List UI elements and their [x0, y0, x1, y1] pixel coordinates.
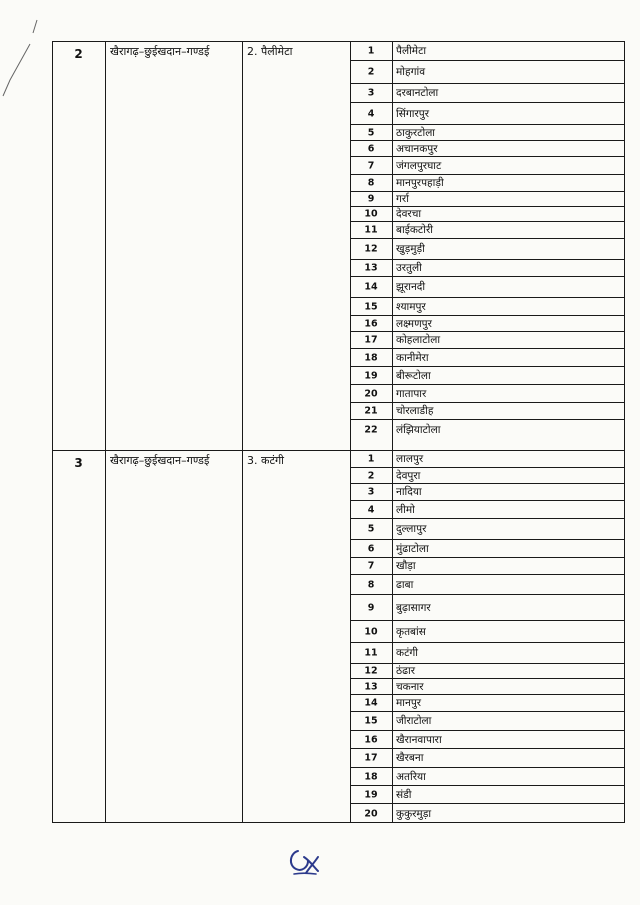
village-name: बुढ़ासागर [396, 601, 431, 614]
village-name: कृतबांस [396, 625, 426, 638]
village-number: 10 [364, 626, 378, 637]
village-row [350, 679, 625, 695]
village-number: 19 [364, 370, 378, 381]
table-group-row [52, 41, 625, 450]
village-number: 4 [367, 108, 375, 119]
village-number: 1 [367, 45, 375, 56]
village-number: 13 [364, 681, 378, 692]
village-name: श्यामपुर [396, 300, 426, 313]
village-number: 18 [364, 352, 378, 363]
village-number: 14 [364, 697, 378, 709]
village-name: अचानकपुर [396, 142, 438, 155]
village-row [350, 403, 625, 420]
village-row [350, 804, 625, 823]
village-table [52, 41, 625, 823]
village-row [350, 786, 625, 804]
village-name: खैरानवापारा [396, 733, 442, 746]
village-number: 2 [367, 66, 375, 78]
group-panchayat: 2. पैलीमेटा [247, 45, 293, 58]
village-name: चोरलाडीह [396, 405, 434, 417]
village-name: देवरचा [396, 208, 422, 220]
village-number: 16 [364, 318, 378, 329]
village-name: ठाकुरटोला [396, 126, 436, 139]
village-number: 11 [364, 647, 378, 659]
village-name: गर्रा [396, 193, 409, 205]
village-name: कानीमेरा [396, 351, 429, 364]
village-name: कटंगी [396, 647, 418, 659]
village-name: लीमो [396, 503, 415, 516]
village-name: खैरबना [396, 752, 424, 764]
village-number: 1 [367, 453, 375, 464]
village-row [350, 484, 625, 501]
village-number: 9 [367, 602, 375, 613]
village-row [350, 420, 625, 439]
village-row [350, 768, 625, 786]
group-area: खैरागढ़–छुईखदान–गण्डई [110, 454, 210, 467]
village-number: 12 [364, 243, 378, 255]
village-name: अतरिया [396, 770, 426, 783]
table-group-row [52, 450, 625, 821]
village-row [350, 450, 625, 468]
village-row [350, 84, 625, 103]
village-row [350, 239, 625, 260]
village-row [350, 540, 625, 558]
village-row [350, 222, 625, 239]
village-name: गातापार [396, 387, 427, 400]
village-row [350, 695, 625, 712]
village-row [350, 141, 625, 157]
village-name: ढाबा [396, 578, 414, 591]
village-row [350, 664, 625, 679]
village-number: 4 [367, 504, 375, 515]
village-row [350, 125, 625, 141]
village-name: लालपुर [396, 452, 424, 465]
village-number: 22 [364, 424, 378, 435]
village-name: झूरानदी [396, 281, 426, 293]
village-number: 20 [364, 808, 378, 819]
village-name: ठंढार [396, 665, 416, 677]
village-row [350, 260, 625, 277]
village-name: मुंढाटोला [396, 542, 429, 555]
village-name: चकनार [396, 680, 424, 693]
village-name: खुड़मुड़ी [396, 243, 425, 255]
village-row [350, 157, 625, 175]
village-number: 12 [364, 665, 378, 677]
village-name: लक्ष्मणपुर [396, 317, 432, 330]
village-row [350, 501, 625, 519]
village-number: 9 [367, 193, 375, 205]
village-number: 6 [367, 543, 375, 554]
village-number: 20 [364, 388, 378, 399]
village-name: दुल्लापुर [396, 523, 427, 535]
village-number: 2 [367, 470, 375, 481]
village-row [350, 349, 625, 367]
village-number: 5 [367, 127, 375, 138]
village-number: 10 [364, 208, 378, 220]
village-name: उरतुली [396, 262, 422, 274]
village-row [350, 468, 625, 484]
village-row [350, 749, 625, 768]
village-row [350, 61, 625, 84]
village-name: लंझियाटोला [396, 423, 441, 436]
village-row [350, 332, 625, 349]
village-number: 19 [364, 789, 378, 800]
village-number: 15 [364, 715, 378, 727]
village-row [350, 192, 625, 207]
village-name: संडी [396, 788, 412, 801]
village-name: जंगलपुरघाट [396, 159, 442, 172]
village-row [350, 103, 625, 125]
village-number: 8 [367, 579, 375, 590]
village-list [350, 450, 625, 823]
village-name: दरबानटोला [396, 87, 439, 99]
village-number: 6 [367, 143, 375, 154]
village-number: 17 [364, 752, 378, 764]
stray-pen-stroke [0, 0, 40, 100]
village-name: मोहगांव [396, 66, 426, 78]
village-row [350, 367, 625, 385]
village-number: 3 [367, 486, 375, 498]
village-number: 5 [367, 523, 375, 535]
group-serial: 2 [74, 47, 83, 61]
handwritten-initial-icon [284, 843, 324, 877]
village-row [350, 595, 625, 621]
village-row [350, 712, 625, 731]
village-name: मानपुरपहाड़ी [396, 177, 444, 189]
village-list [350, 41, 625, 439]
village-number: 15 [364, 301, 378, 312]
village-number: 21 [364, 405, 378, 417]
village-name: देवपुरा [396, 469, 421, 482]
village-number: 18 [364, 771, 378, 782]
village-name: बीरूटोला [396, 369, 431, 382]
village-number: 17 [364, 334, 378, 346]
village-row [350, 41, 625, 61]
village-number: 13 [364, 262, 378, 274]
village-row [350, 385, 625, 403]
village-name: सिंगारपुर [396, 107, 430, 120]
village-number: 14 [364, 281, 378, 293]
village-row [350, 316, 625, 332]
village-row [350, 731, 625, 749]
group-area: खैरागढ़–छुईखदान–गण्डई [110, 45, 210, 58]
group-panchayat: 3. कटंगी [247, 454, 285, 467]
village-row [350, 643, 625, 664]
village-row [350, 298, 625, 316]
village-row [350, 175, 625, 192]
village-name: जीराटोला [396, 715, 432, 727]
village-name: कोहलाटोला [396, 334, 441, 346]
village-row [350, 575, 625, 595]
village-name: कुकुरमुड़ा [396, 807, 432, 820]
village-number: 3 [367, 87, 375, 99]
village-number: 11 [364, 224, 378, 236]
village-name: नादिया [396, 486, 422, 498]
village-row [350, 519, 625, 540]
village-row [350, 558, 625, 575]
village-number: 16 [364, 734, 378, 745]
village-number: 7 [367, 560, 375, 572]
village-row [350, 277, 625, 298]
village-name: मानपुर [396, 697, 422, 709]
village-row [350, 621, 625, 643]
village-number: 8 [367, 177, 375, 189]
village-row [350, 207, 625, 222]
village-name: पैलीमेटा [396, 44, 427, 57]
village-number: 7 [367, 160, 375, 171]
village-name: बाईकटोरी [396, 224, 433, 236]
group-serial: 3 [74, 456, 83, 470]
village-name: खौड़ा [396, 560, 416, 572]
